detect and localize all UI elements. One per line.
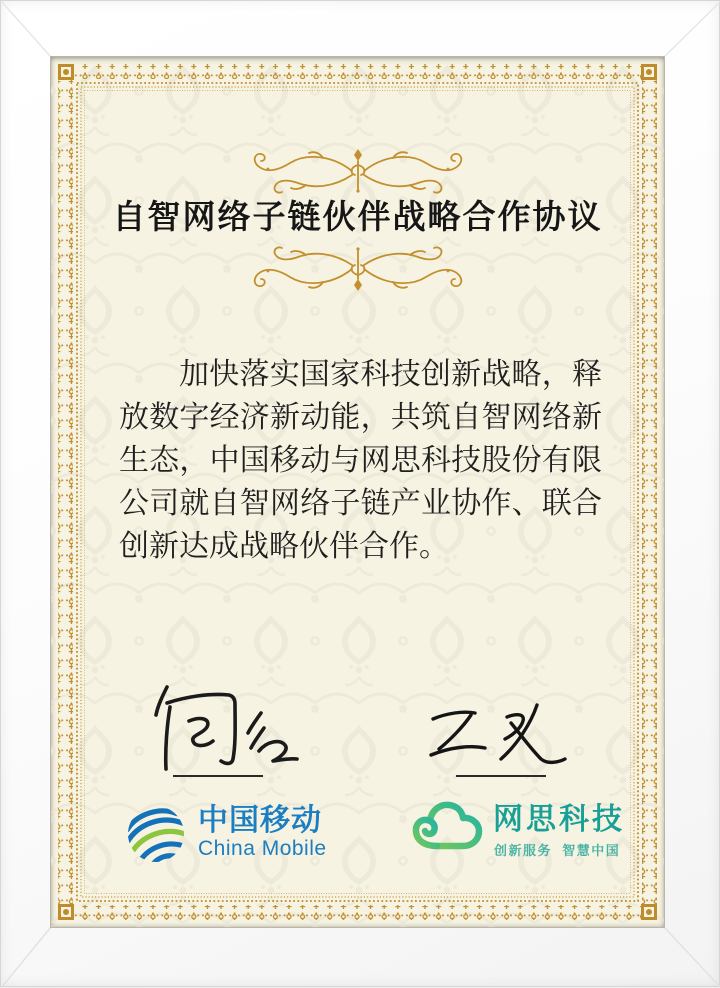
flourish-ornament-bottom-icon [228, 245, 488, 295]
china-mobile-name-en: China Mobile [198, 837, 327, 860]
signature-line-left [173, 775, 263, 777]
wangsi-name-cn: 网思科技 [493, 803, 625, 836]
china-mobile-icon [127, 805, 185, 863]
signature-line-right [456, 775, 546, 777]
wangsi-tagline: 创新服务 智慧中国 [494, 843, 621, 858]
china-mobile-name-cn: 中国移动 [198, 804, 322, 837]
cloud-icon [409, 799, 483, 863]
certificate-paper [51, 57, 664, 927]
agreement-body-text: 加快落实国家科技创新战略，释放数字经济新动能，共筑自智网络新生态，中国移动与网思科技股份有限公司就自智网络子链产业协作、联合创新达成战略伙伴合作。 [119, 358, 602, 563]
wangsi-tech-logo [409, 799, 625, 863]
signature-right-handwriting-icon [419, 693, 574, 778]
flourish-ornament-top-icon [228, 145, 488, 195]
china-mobile-logo [127, 805, 327, 863]
certificate-title: 自智网络子链伙伴战略合作协议 [112, 200, 603, 236]
signature-left-handwriting-icon [137, 673, 312, 783]
